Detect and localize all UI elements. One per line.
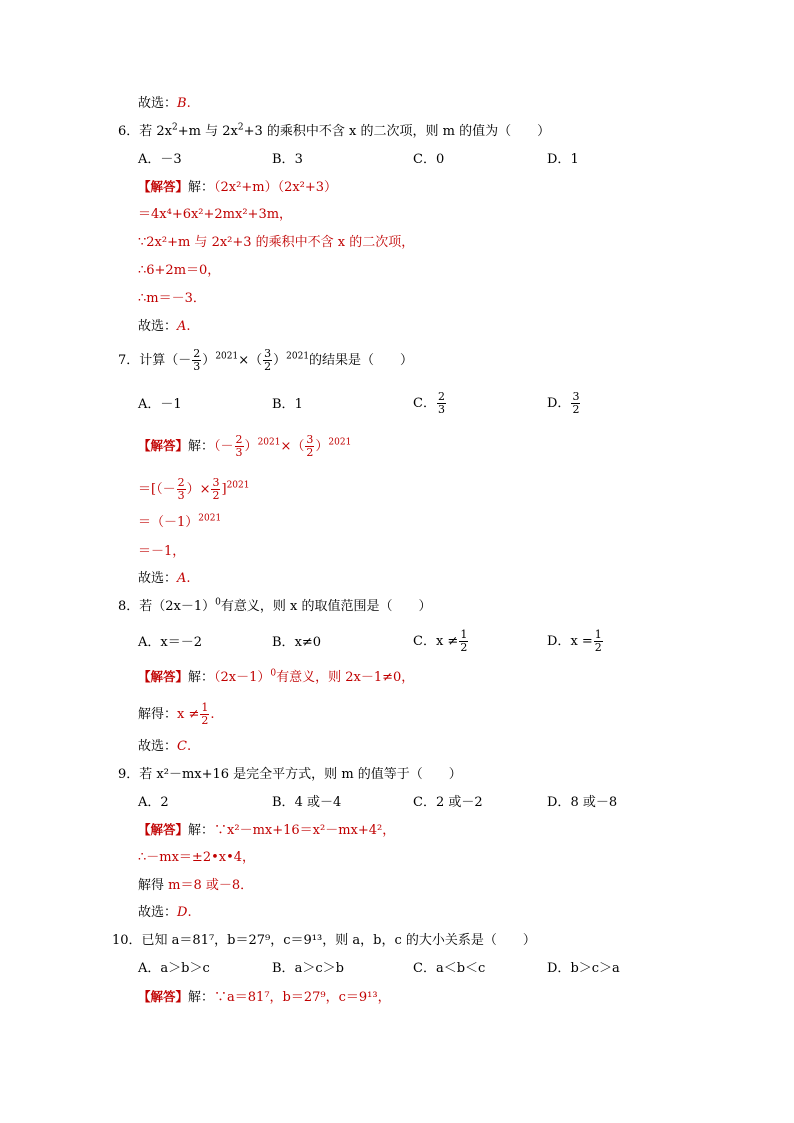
- q6-step-2: ＝4x⁴+6x²+2mx²+3m，: [138, 207, 293, 222]
- solve-label: 解：: [188, 439, 215, 454]
- q8-answer-line-1: [138, 668, 414, 687]
- answer-label: 故选：: [138, 571, 178, 586]
- q9-step-3: 解得 m＝8 或－8．: [138, 878, 254, 893]
- stem-part: 计算（－: [139, 353, 192, 368]
- question-number: 10．: [112, 933, 142, 948]
- q10-answer-line-1: [138, 988, 391, 1007]
- answer-label: 故选：: [138, 739, 178, 754]
- option-a: A．x＝－2: [138, 635, 202, 650]
- answer-tag: 【解答】: [138, 179, 189, 194]
- option-d: D．1: [547, 152, 579, 167]
- q9-step-2: ∴－mx＝±2•x•4，: [138, 850, 256, 865]
- answer-tag: 【解答】: [138, 822, 189, 837]
- solve-label: 解：: [188, 670, 215, 685]
- answer-tag: 【解答】: [138, 438, 189, 453]
- answer-label: 故选：: [138, 96, 178, 111]
- option-c: C．2 或－2: [413, 795, 483, 810]
- answer-letter: C.: [177, 739, 192, 754]
- solve-label: 解：: [188, 990, 215, 1005]
- q8-final-answer: [138, 738, 191, 756]
- answer-letter: B.: [177, 96, 191, 111]
- solve-label: 解：: [188, 823, 215, 838]
- answer-letter: D.: [177, 905, 192, 920]
- option-a: A．－3: [138, 152, 182, 167]
- question-8-stem: [118, 598, 432, 616]
- stem-part: 若（2x－1）: [139, 599, 216, 614]
- stem-part: 已知 a＝81⁷，b＝27⁹，c＝9¹³，则 a，b，c 的大小关系是（ ）: [141, 933, 536, 948]
- answer-letter: A.: [177, 571, 191, 586]
- solve-label: 解得：: [138, 707, 178, 722]
- fraction-2-3: $\frac{2}{3}$: [193, 347, 201, 373]
- option-d: D．b＞c＞a: [547, 961, 620, 976]
- option-d: D．8 或－8: [547, 795, 618, 810]
- solution-step: ∵a＝81⁷，b＝27⁹，c＝9¹³，: [214, 990, 391, 1005]
- question-10-stem: [112, 932, 536, 950]
- exponent: 2021: [215, 351, 239, 362]
- solve-label: 解：: [188, 180, 215, 195]
- question-6-stem: [118, 123, 550, 141]
- q9-answer-line-1: [138, 821, 395, 840]
- option-a: A．a＞b＞c: [138, 961, 210, 976]
- stem-part: 若 x²－mx+16 是完全平方式，则 m 的值等于（ ）: [139, 767, 462, 782]
- prev-answer-line: [138, 95, 191, 113]
- answer-tag: 【解答】: [138, 669, 189, 684]
- exponent: 2: [237, 122, 244, 133]
- question-9-stem: [118, 766, 462, 784]
- question-number: 6．: [118, 124, 140, 139]
- answer-label: 故选：: [138, 905, 178, 920]
- question-number: 7．: [118, 353, 140, 368]
- q6-step-5: ∴m＝－3．: [138, 291, 206, 306]
- solution-step: （2x²+m）（2x²+3）: [214, 180, 338, 195]
- option-b: B．3: [272, 152, 303, 167]
- question-number: 8．: [118, 599, 140, 614]
- answer-label: 故选：: [138, 319, 178, 334]
- option-d: D．x = $\frac{1}{2}$: [547, 628, 602, 654]
- q7-final-answer: [138, 570, 191, 588]
- exponent: 2021: [286, 351, 310, 362]
- question-7-stem: 7．计算（－ $\frac{2}{3}$ ）$^{2021}$×（ $\frac{3}{2}$ ）$^{2021}$的结果是（ ）: [118, 347, 414, 373]
- fraction-3-2: $\frac{3}{2}$: [264, 347, 272, 373]
- q7-step-3: $=(-1)^{2021}$: [138, 513, 222, 530]
- q7-answer-line-1: [138, 431, 351, 462]
- stem-part: +3 的乘积中不含 x 的二次项，则 m 的值为（ ）: [243, 124, 551, 139]
- solution-step: $(2x-1)^0$有意义，则 2x－1≠0，: [214, 668, 415, 685]
- option-b: B．x≠0: [272, 635, 322, 650]
- option-c: C．x ≠ $\frac{1}{2}$: [413, 628, 468, 654]
- exponent: 0: [215, 597, 221, 608]
- q6-step-4: ∴6+2m＝0，: [138, 263, 221, 278]
- q6-answer-line-1: [138, 178, 337, 197]
- answer-letter: A.: [177, 319, 191, 334]
- option-b: B．1: [272, 397, 303, 412]
- answer-tag: 【解答】: [138, 989, 189, 1004]
- option-b: B．a＞c＞b: [272, 961, 344, 976]
- option-c: C．a＜b＜c: [413, 961, 486, 976]
- stem-part: 有意义，则 x 的取值范围是（ ）: [220, 599, 432, 614]
- q8-step-2: 解得：x ≠ $\frac{1}{2}$ .: [138, 701, 215, 727]
- option-c: C．0: [413, 152, 445, 167]
- solution-step: ∵x²－mx+16＝x²－mx+4²，: [214, 823, 396, 838]
- stem-part: 若 2x: [139, 124, 173, 139]
- option-d: D． $\frac{3}{2}$: [547, 390, 580, 416]
- option-c: C． $\frac{2}{3}$: [413, 390, 445, 416]
- option-a: A．2: [138, 795, 169, 810]
- q6-final-answer: [138, 318, 191, 336]
- option-a: A．－1: [138, 397, 182, 412]
- stem-part: 的结果是（ ）: [309, 353, 414, 368]
- q7-step-2: ＝[（－ $\frac{2}{3}$ ）× $\frac{3}{2}$ ]$^{2021}$: [138, 476, 250, 502]
- q6-step-3: ∵2x²+m 与 2x²+3 的乘积中不含 x 的二次项，: [138, 235, 415, 250]
- option-b: B．4 或－4: [272, 795, 342, 810]
- q7-step-4: ＝－1，: [138, 544, 186, 559]
- question-number: 9．: [118, 767, 140, 782]
- exponent: 2: [172, 122, 178, 133]
- stem-part: +m 与 2x: [177, 124, 238, 139]
- q9-final-answer: [138, 904, 192, 922]
- solution-step: （－ $\frac{2}{3}$ ）$^{2021}$×（ $\frac{3}{2}$ ）$^{2021}$: [214, 433, 352, 459]
